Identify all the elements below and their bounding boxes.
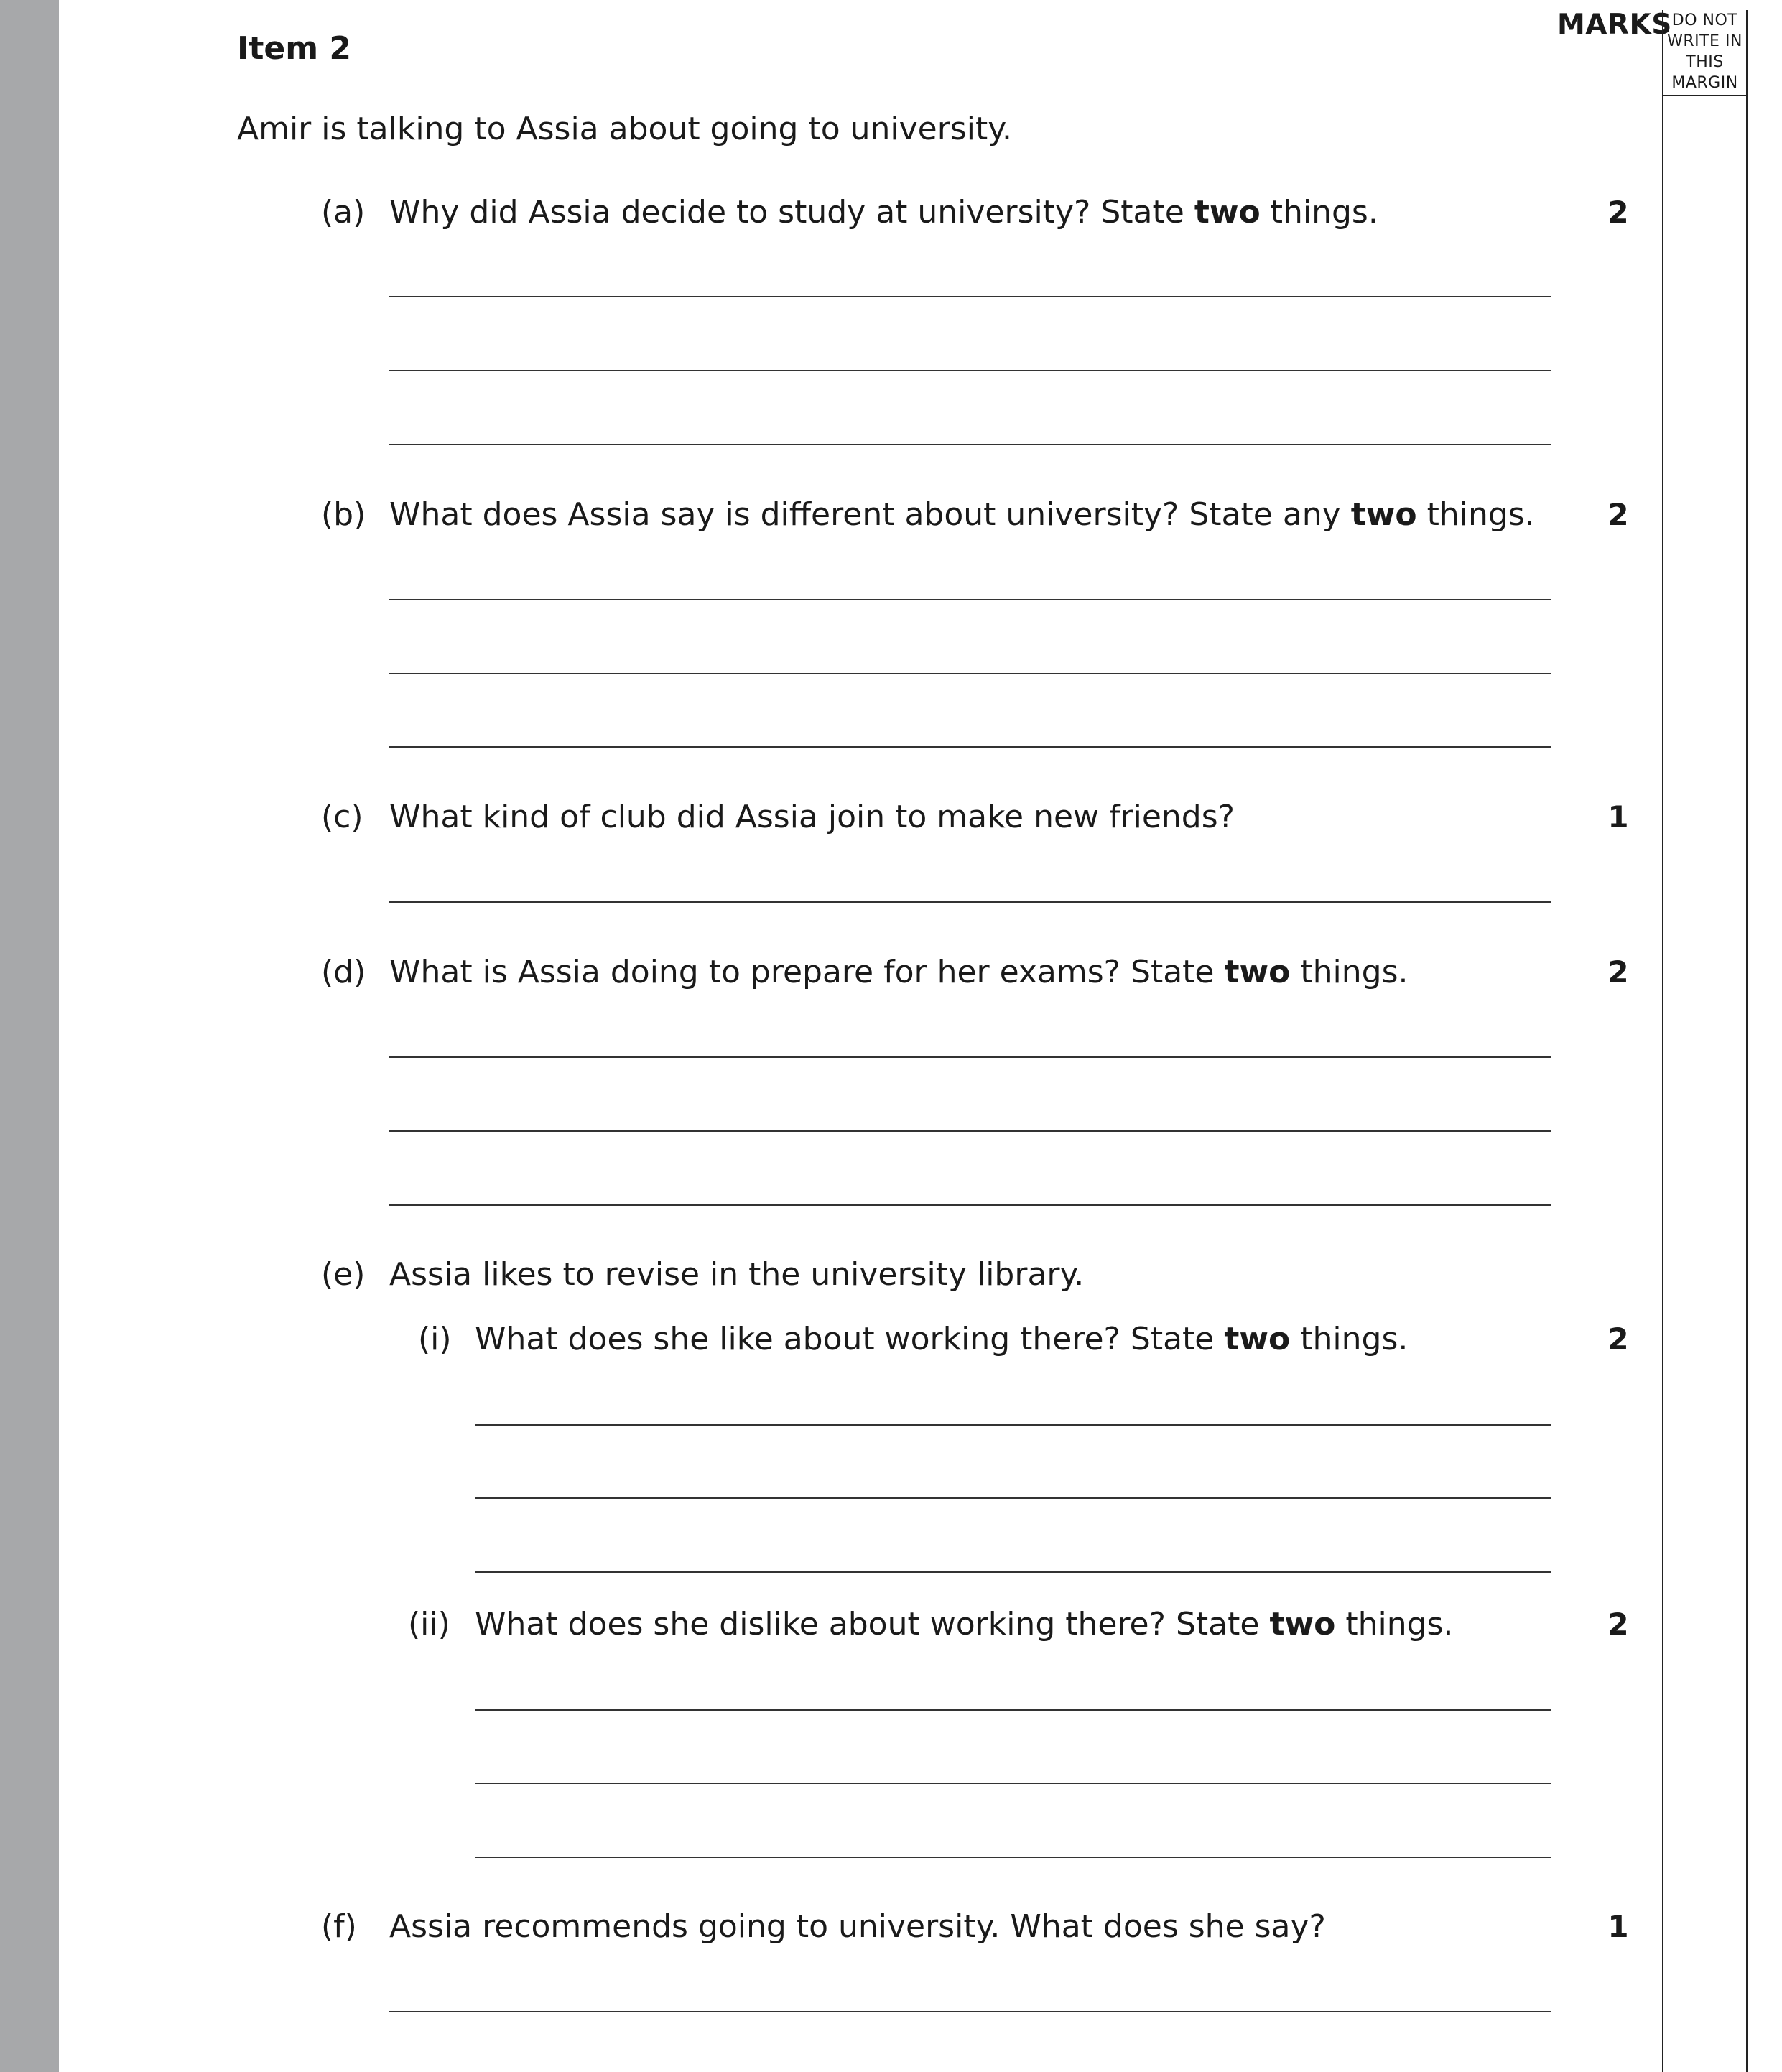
margin-notice-line: WRITE IN (1667, 32, 1742, 50)
answer-line[interactable] (475, 1783, 1551, 1784)
question-d-text: What is Assia doing to prepare for her exams? State two things. (389, 954, 1409, 990)
marks-column-heading: MARKS (1557, 9, 1672, 41)
answer-line[interactable] (389, 2011, 1551, 2012)
do-not-write-margin (1662, 10, 1748, 2072)
exam-page (59, 0, 1782, 2072)
question-e-ii-marks: 2 (1607, 1607, 1629, 1642)
question-e-i-label: (i) (418, 1321, 452, 1357)
answer-line[interactable] (389, 1204, 1551, 1206)
question-f-text: Assia recommends going to university. What does she say? (389, 1908, 1326, 1945)
question-b-marks: 2 (1607, 497, 1629, 532)
answer-line[interactable] (389, 1056, 1551, 1058)
item-title: Item 2 (237, 30, 352, 67)
intro-text: Amir is talking to Assia about going to university. (237, 111, 1012, 147)
question-f-label: (f) (321, 1908, 357, 1945)
answer-line[interactable] (389, 370, 1551, 371)
answer-line[interactable] (475, 1709, 1551, 1711)
question-e-i-marks: 2 (1607, 1321, 1629, 1357)
emphasis: two (1224, 1321, 1291, 1357)
answer-line[interactable] (475, 1857, 1551, 1858)
answer-line[interactable] (389, 1130, 1551, 1132)
question-e-label: (e) (321, 1256, 366, 1293)
question-e-i-text: What does she like about working there? State two things. (475, 1321, 1409, 1357)
question-d-marks: 2 (1607, 954, 1629, 990)
question-c-text: What kind of club did Assia join to make new friends? (389, 799, 1235, 835)
answer-line[interactable] (389, 444, 1551, 445)
answer-line[interactable] (389, 746, 1551, 748)
question-e-ii-label: (ii) (408, 1606, 450, 1643)
answer-line[interactable] (389, 296, 1551, 297)
emphasis: two (1194, 194, 1261, 231)
question-f-marks: 1 (1607, 1909, 1629, 1944)
question-a-marks: 2 (1607, 195, 1629, 230)
question-d-label: (d) (321, 954, 366, 990)
question-c-label: (c) (321, 799, 363, 835)
page-gutter (0, 0, 59, 2072)
emphasis: two (1269, 1606, 1336, 1643)
question-e-text: Assia likes to revise in the university library. (389, 1256, 1085, 1293)
question-e-ii-text: What does she dislike about working there? State two things. (475, 1606, 1454, 1643)
question-b-label: (b) (321, 496, 366, 533)
margin-notice-line: MARGIN (1671, 74, 1738, 92)
answer-line[interactable] (475, 1497, 1551, 1499)
margin-notice (1663, 10, 1746, 96)
margin-notice-line: DO NOT (1671, 11, 1738, 29)
answer-line[interactable] (389, 599, 1551, 600)
question-b-text: What does Assia say is different about university? State any two things. (389, 496, 1535, 533)
margin-notice-line: THIS (1686, 53, 1724, 71)
emphasis: two (1224, 954, 1291, 990)
answer-line[interactable] (475, 1424, 1551, 1426)
answer-line[interactable] (389, 673, 1551, 674)
answer-line[interactable] (475, 1571, 1551, 1573)
question-c-marks: 1 (1607, 799, 1629, 835)
question-a-text: Why did Assia decide to study at university? State two things. (389, 194, 1378, 231)
answer-line[interactable] (389, 901, 1551, 903)
question-a-label: (a) (321, 194, 366, 231)
emphasis: two (1350, 496, 1417, 533)
